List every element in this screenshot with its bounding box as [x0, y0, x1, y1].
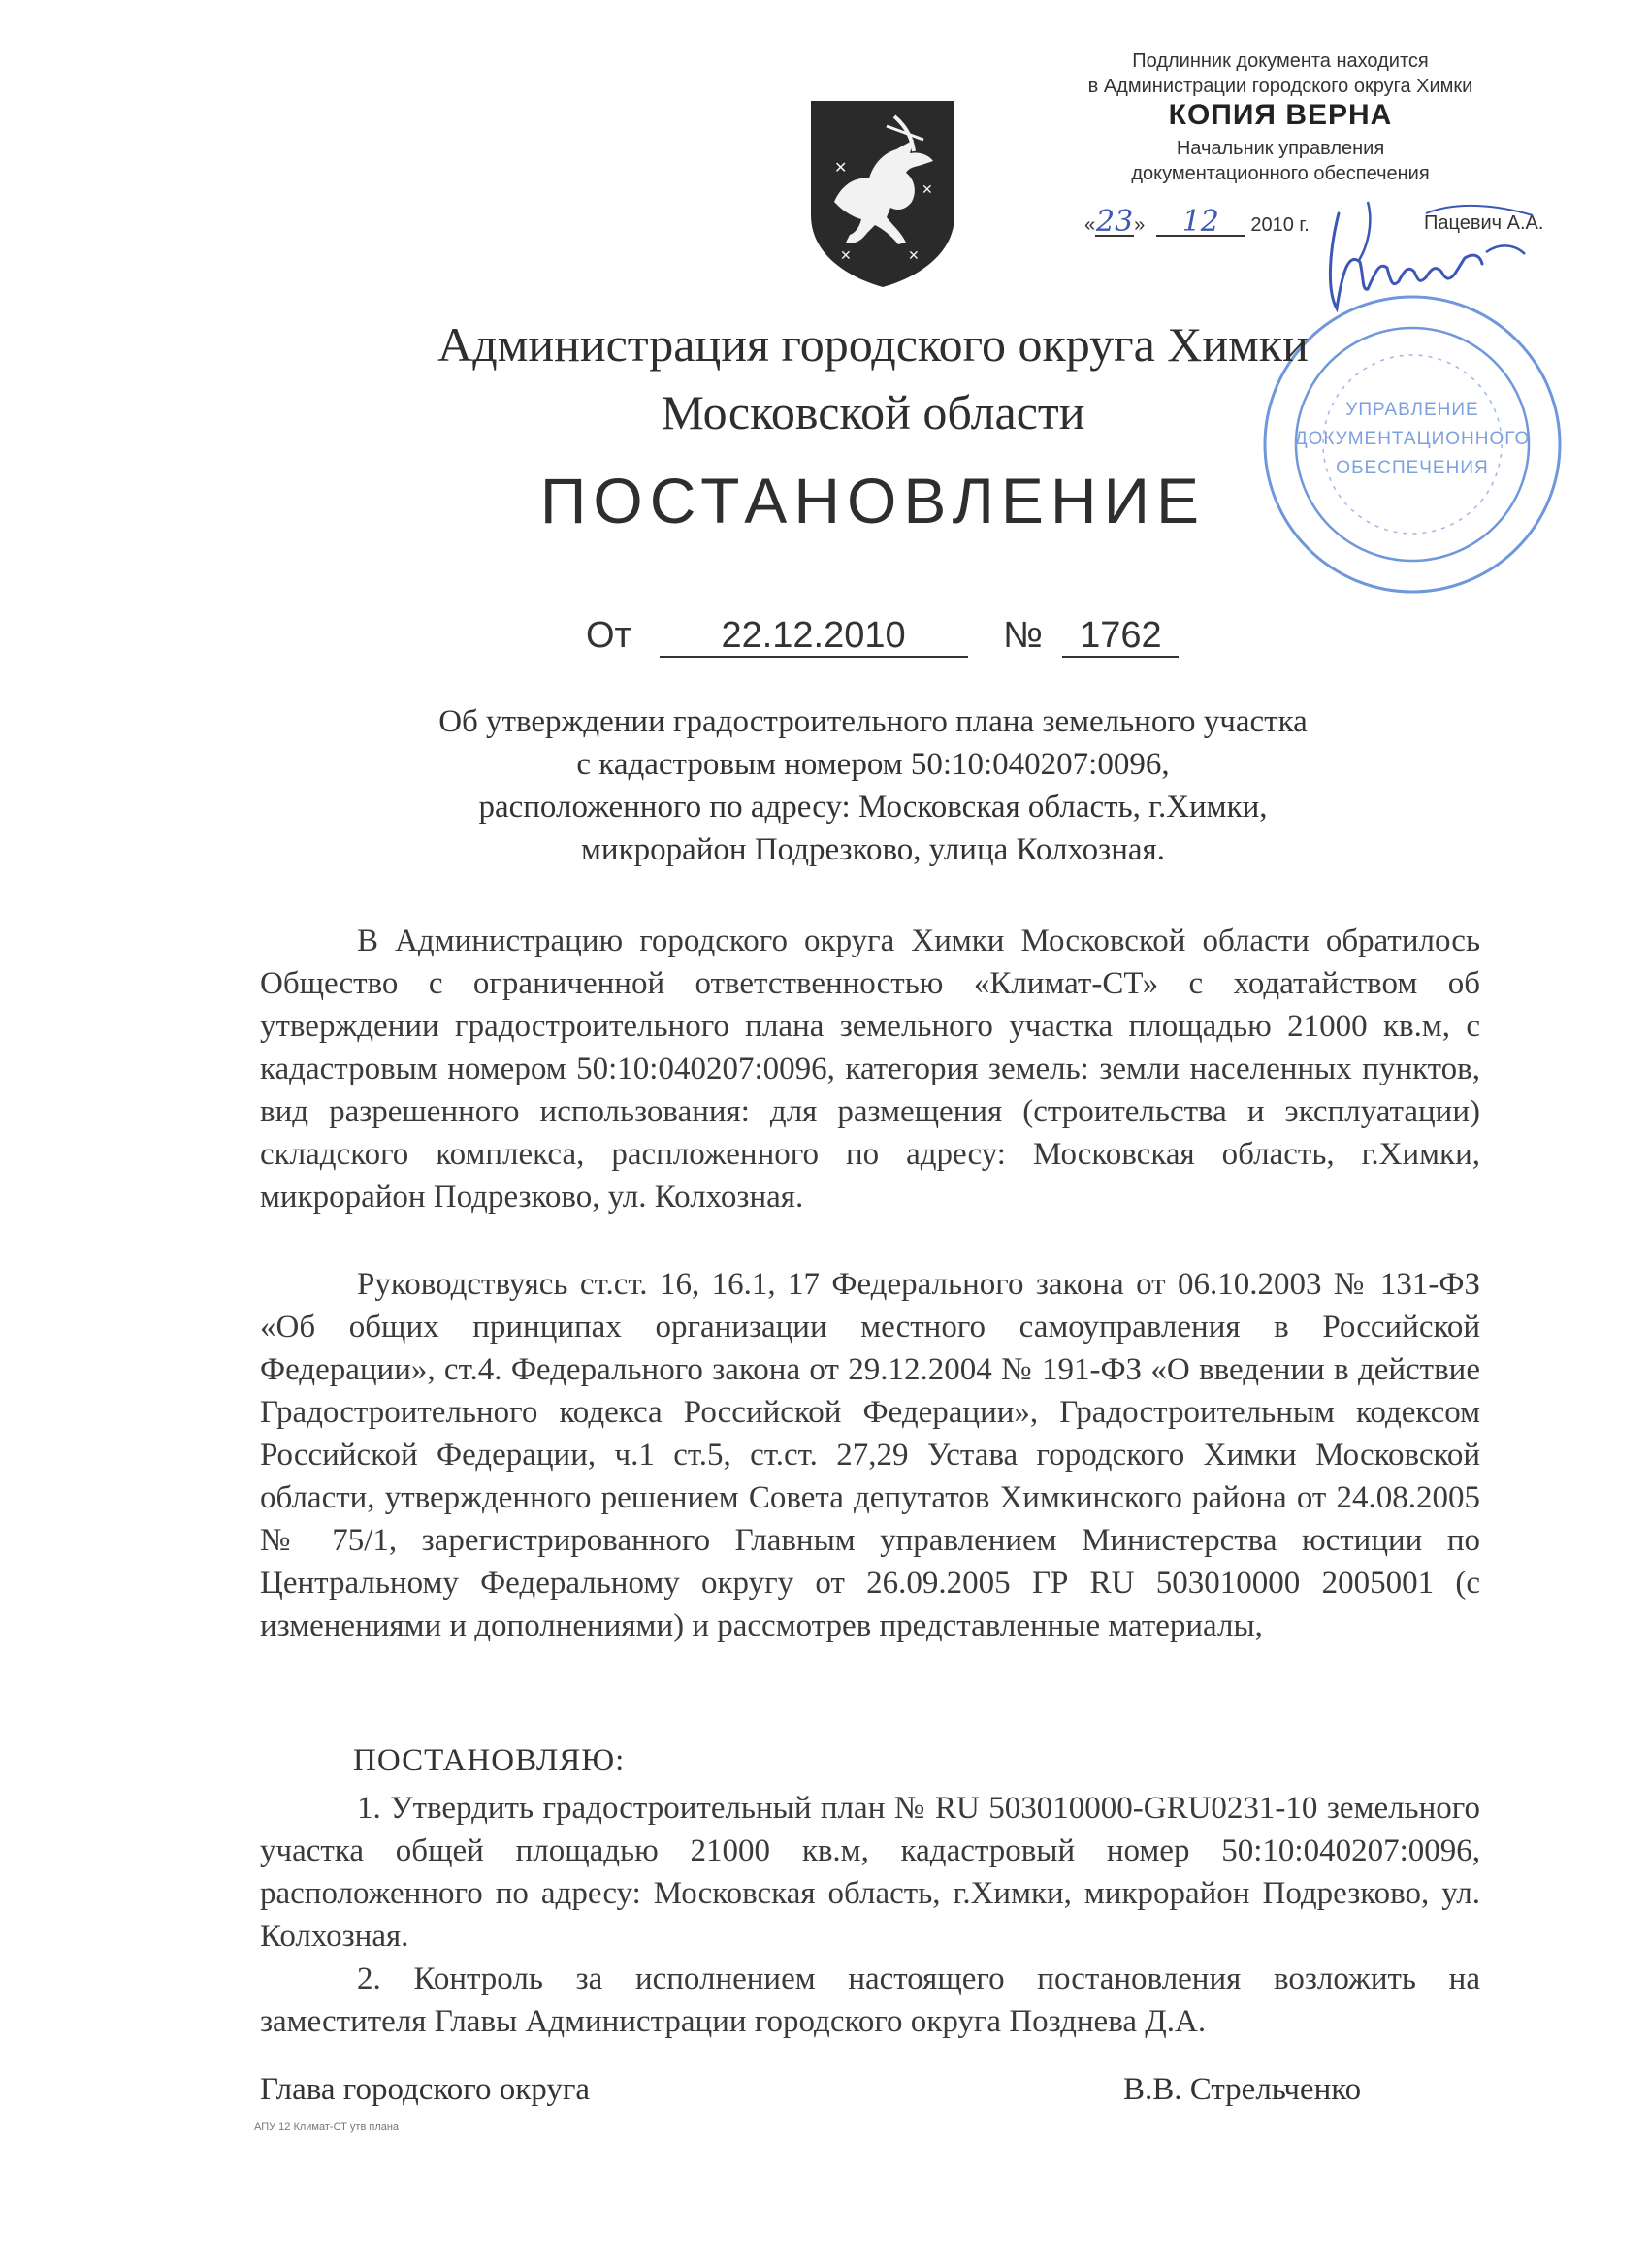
svg-text:✕: ✕: [840, 248, 852, 264]
document-type-title: ПОСТАНОВЛЕНИЕ: [539, 465, 1207, 536]
resolve-heading: ПОСТАНОВЛЯЮ:: [353, 1743, 626, 1778]
document-date-number: [586, 615, 1179, 658]
cert-official-department: документационного обеспечения: [1131, 163, 1430, 184]
org-name-line-1: Администрация городского округа Химки: [437, 317, 1309, 372]
number-label: №: [1003, 615, 1043, 656]
subject-line-4: микрорайон Подрезково, улица Колхозная.: [581, 832, 1165, 867]
cert-origin-line-2: в Администрации городского округа Химки: [1087, 76, 1473, 97]
svg-text:✕: ✕: [908, 248, 920, 264]
signature-name: В.В. Стрельченко: [1123, 2072, 1362, 2107]
signature-position: Глава городского округа: [260, 2072, 591, 2107]
subject-line-2: с кадастровым номером 50:10:040207:0096,: [576, 747, 1170, 782]
stamp-line-1: УПРАВЛЕНИЕ: [1345, 400, 1479, 420]
cert-official-title: Начальник управления: [1176, 138, 1385, 159]
file-reference-note: АПУ 12 Климат-СТ утв плана: [254, 2122, 400, 2133]
from-label: От: [586, 615, 631, 656]
cert-date-open-quote: «: [1084, 214, 1096, 236]
stamp-line-2: ДОКУМЕНТАЦИОННОГО: [1294, 429, 1531, 449]
org-name-line-2: Московской области: [661, 385, 1085, 439]
document-date: 22.12.2010: [660, 615, 968, 658]
svg-text:✕: ✕: [834, 158, 848, 177]
cert-year: 2010 г.: [1250, 214, 1310, 236]
coat-of-arms-icon: [805, 97, 960, 289]
stamp-line-3: ОБЕСПЕЧЕНИЯ: [1336, 458, 1489, 478]
cert-day: 23: [1096, 205, 1134, 239]
cert-signer-name: Пацевич А.А.: [1424, 212, 1544, 234]
cert-month: 12: [1156, 210, 1245, 237]
subject-line-1: Об утверждении градостроительного плана земельного участка: [438, 704, 1308, 739]
copy-certified-title: КОПИЯ ВЕРНА: [1168, 99, 1393, 131]
cert-date-close-quote: »: [1134, 214, 1146, 236]
body-paragraph-request: В Администрацию городского округа Химки Московской области обратилось Общество с ограниченной ответственностью «Климат-СТ» с ходатайством об утверждении градостроительного плана земельного участка площадью 21000 кв.м, с кадастровым номером 50:10:040207:0096, категория земель: земли населенных пунктов, вид разрешенного использования: для размещения (строительства и эксплуатации) складского комплекса, распложенного по адресу: Московская область, г.Химки, микрорайон Подрезково, ул. Колхозная.: [260, 923, 1480, 1215]
document-number: 1762: [1062, 615, 1179, 658]
decree-item-1: 1. Утвердить градостроительный план № RU 503010000-GRU0231-10 земельного участка общей площадью 21000 кв.м, кадастровый номер 50:10:040207:0096, расположенного по адресу: Московская область, г.Химки, микрорайон Подрезково, ул. Колхозная.: [260, 1791, 1480, 1954]
subject-line-3: расположенного по адресу: Московская область, г.Химки,: [478, 790, 1268, 825]
body-paragraph-legal-basis: Руководствуясь ст.ст. 16, 16.1, 17 Федерального закона от 06.10.2003 № 131-ФЗ «Об общих принципах организации местного самоуправления в Российской Федерации», ст.4. Федерального закона от 29.12.2004 № 191-ФЗ «О введении в действие Градостроительного кодекса Российской Федерации», Градостроительным кодексом Российской Федерации, ч.1 ст.5, ст.ст. 27,29 Устава городского Химки Московской области, утвержденного решением Совета депутатов Химкинского района от 24.08.2005 № 75/1, зарегистрированного Главным управлением Министерства юстиции по Центральному Федеральному округу от 26.09.2005 ГР RU 503010000 2005001 (с изменениями и дополнениями) и рассмотрев представленные материалы,: [260, 1267, 1480, 1643]
svg-text:✕: ✕: [922, 182, 933, 198]
cert-origin-line: Подлинник документа находится: [1132, 50, 1429, 72]
decree-item-2: 2. Контроль за исполнением настоящего постановления возложить на заместителя Главы Администрации городского округа Позднева Д.А.: [260, 1961, 1480, 2039]
cert-date: [1084, 205, 1310, 239]
